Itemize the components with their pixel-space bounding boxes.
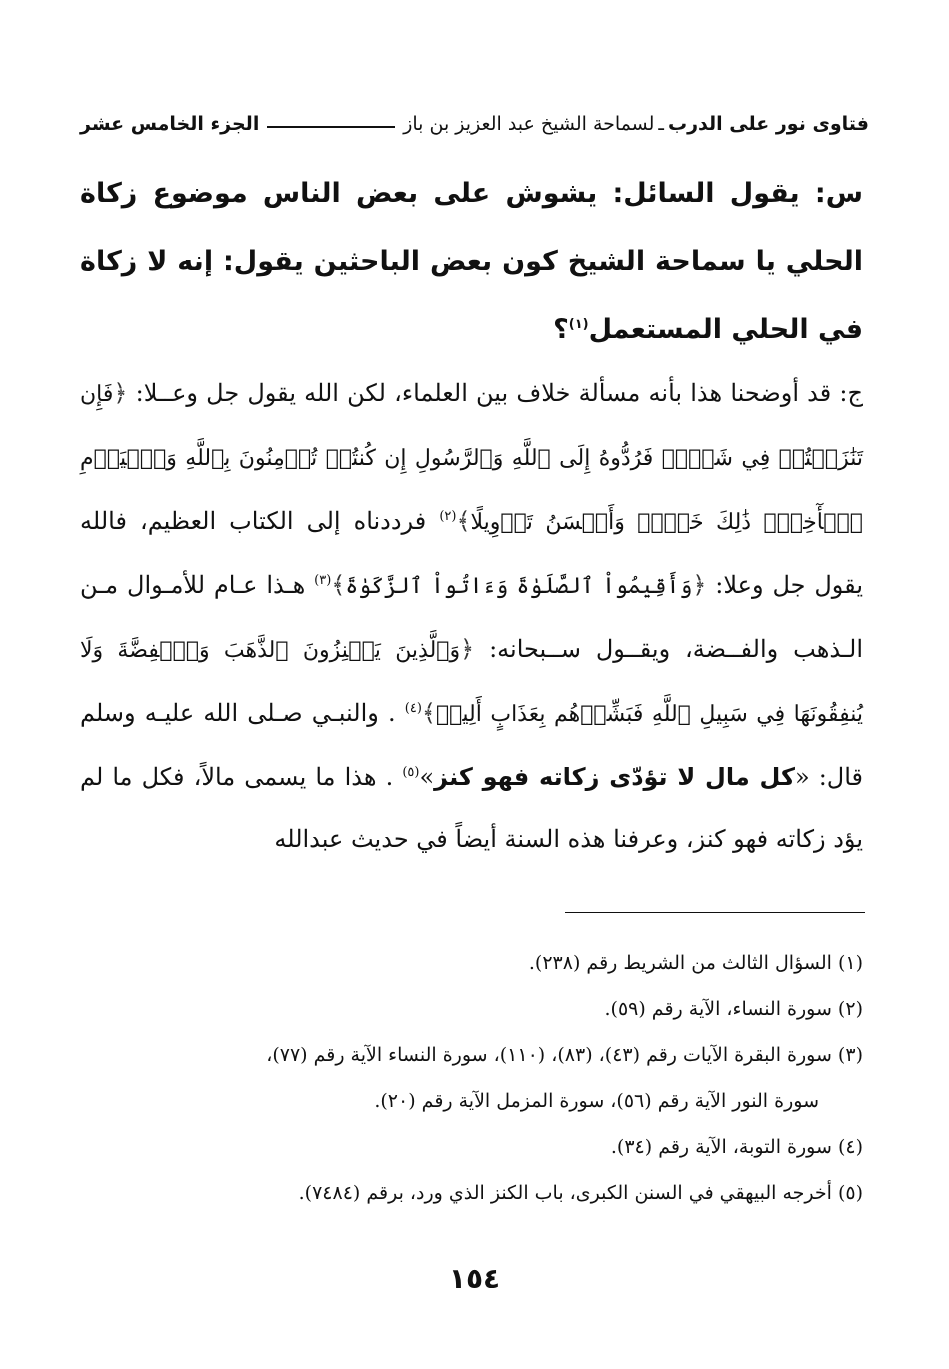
footnote-3-continued: سورة النور الآية رقم (٥٦)، سورة المزمل الآية رقم (٢٠).	[374, 1090, 819, 1112]
footnote-3: (٣) سورة البقرة الآيات رقم (٤٣)، (٨٣)، (١١٠)، سورة النساء الآية رقم (٧٧)،	[266, 1044, 863, 1066]
book-title: فتاوى نور على الدرب	[668, 113, 869, 135]
hadith-quote: كل مال لا تؤدّى زكاته فهو كنز	[434, 763, 795, 791]
quran-verse-3: وَٱلَّذِينَ يَكۡنِزُونَ ٱلذَّهَبَ وَٱلۡفِضَّةَ وَلَا يُنفِقُونَهَا فِي سَبِيلِ ٱللَّهِ فَبَشِّرۡهُم بِعَذَابٍ أَلِيمٖ	[80, 638, 863, 727]
question-text: س: يقول السائل: يشوش على بعض الناس موضوع زكاة الحلي يا سماحة الشيخ كون بعض الباحثين يقول: إنه لا زكاة في الحلي المستعمل	[80, 178, 863, 345]
footnote-divider	[565, 912, 865, 913]
answer-text-2: فرددناه إلى الكتاب العظيم، فالله يقول جل وعلا:	[80, 507, 864, 599]
verse-close-ornament-icon: ﴾	[456, 507, 471, 535]
quran-verse-2: وَأَقِيمُواْ ٱلصَّلَوٰةَ وَءَاتُواْ ٱلزَّكَوٰةَ	[345, 574, 693, 599]
footnote-ref-5[interactable]: (٥)	[402, 765, 420, 780]
question-paragraph	[80, 160, 863, 364]
hadith-close-quote: »	[419, 763, 435, 791]
footnote-ref-4[interactable]: (٤)	[404, 701, 422, 716]
running-header	[80, 106, 869, 142]
verse-open-ornament-icon: ﴿	[692, 571, 707, 599]
footnote-4: (٤) سورة التوبة، الآية رقم (٣٤).	[610, 1136, 863, 1158]
footnote-1: (١) السؤال الثالث من الشريط رقم (٢٣٨).	[528, 952, 863, 974]
answer-text-3: هـذا عـام للأمـوال مـن الـذهب والفــضة، ويقــول ســبحانه:	[80, 571, 863, 663]
page-number: ١٥٤	[448, 1262, 501, 1295]
footnote-ref-2[interactable]: (٢)	[439, 509, 457, 524]
footnote-2: (٢) سورة النساء، الآية رقم (٥٩).	[604, 998, 863, 1020]
verse-open-ornament-icon: ﴿	[460, 635, 475, 663]
answer-text-4: . والنبـي صـلى الله عليـه وسلم قال: «	[80, 699, 864, 791]
answer-intro: ج: قد أوضحنا هذا بأنه مسألة خلاف بين العلماء، لكن الله يقول جل وعــلا:	[127, 379, 863, 407]
author-name: لسماحة الشيخ عبد العزيز بن باز	[403, 113, 655, 135]
footnote-ref-1[interactable]: (١)	[568, 317, 589, 332]
header-dash: ـ	[658, 113, 664, 135]
verse-close-ornament-icon: ﴾	[331, 571, 346, 599]
answer-text-5: . هذا ما يسمى مالاً، فكل ما لم يؤد زكاته فهو كنز، وعرفنا هذه السنة أيضاً في حديث عبدالله	[80, 763, 863, 853]
verse-close-ornament-icon: ﴾	[421, 699, 436, 727]
part-title: الجزء الخامس عشر	[80, 113, 260, 135]
question-mark: ؟	[553, 314, 569, 345]
header-rule	[267, 126, 395, 128]
footnote-5: (٥) أخرجه البيهقي في السنن الكبرى، باب الكنز الذي ورد، برقم (٧٤٨٤).	[298, 1182, 863, 1204]
footnotes	[80, 940, 863, 1216]
answer-paragraph	[80, 362, 863, 870]
verse-open-ornament-icon: ﴿	[113, 379, 128, 407]
footnote-ref-3[interactable]: (٣)	[314, 573, 332, 588]
quran-verse-1: فَإِن تَنَٰزَعۡتُمۡ فِي شَيۡءٖ فَرُدُّوهُ إِلَى ٱللَّهِ وَٱلرَّسُولِ إِن كُنتُمۡ تُؤۡمِنُونَ بِٱللَّهِ وَٱلۡيَوۡمِ ٱلۡأٓخِرِۚ ذَٰلِكَ خَيۡرٞ وَأَحۡسَنُ تَأۡوِيلًا	[80, 382, 864, 535]
